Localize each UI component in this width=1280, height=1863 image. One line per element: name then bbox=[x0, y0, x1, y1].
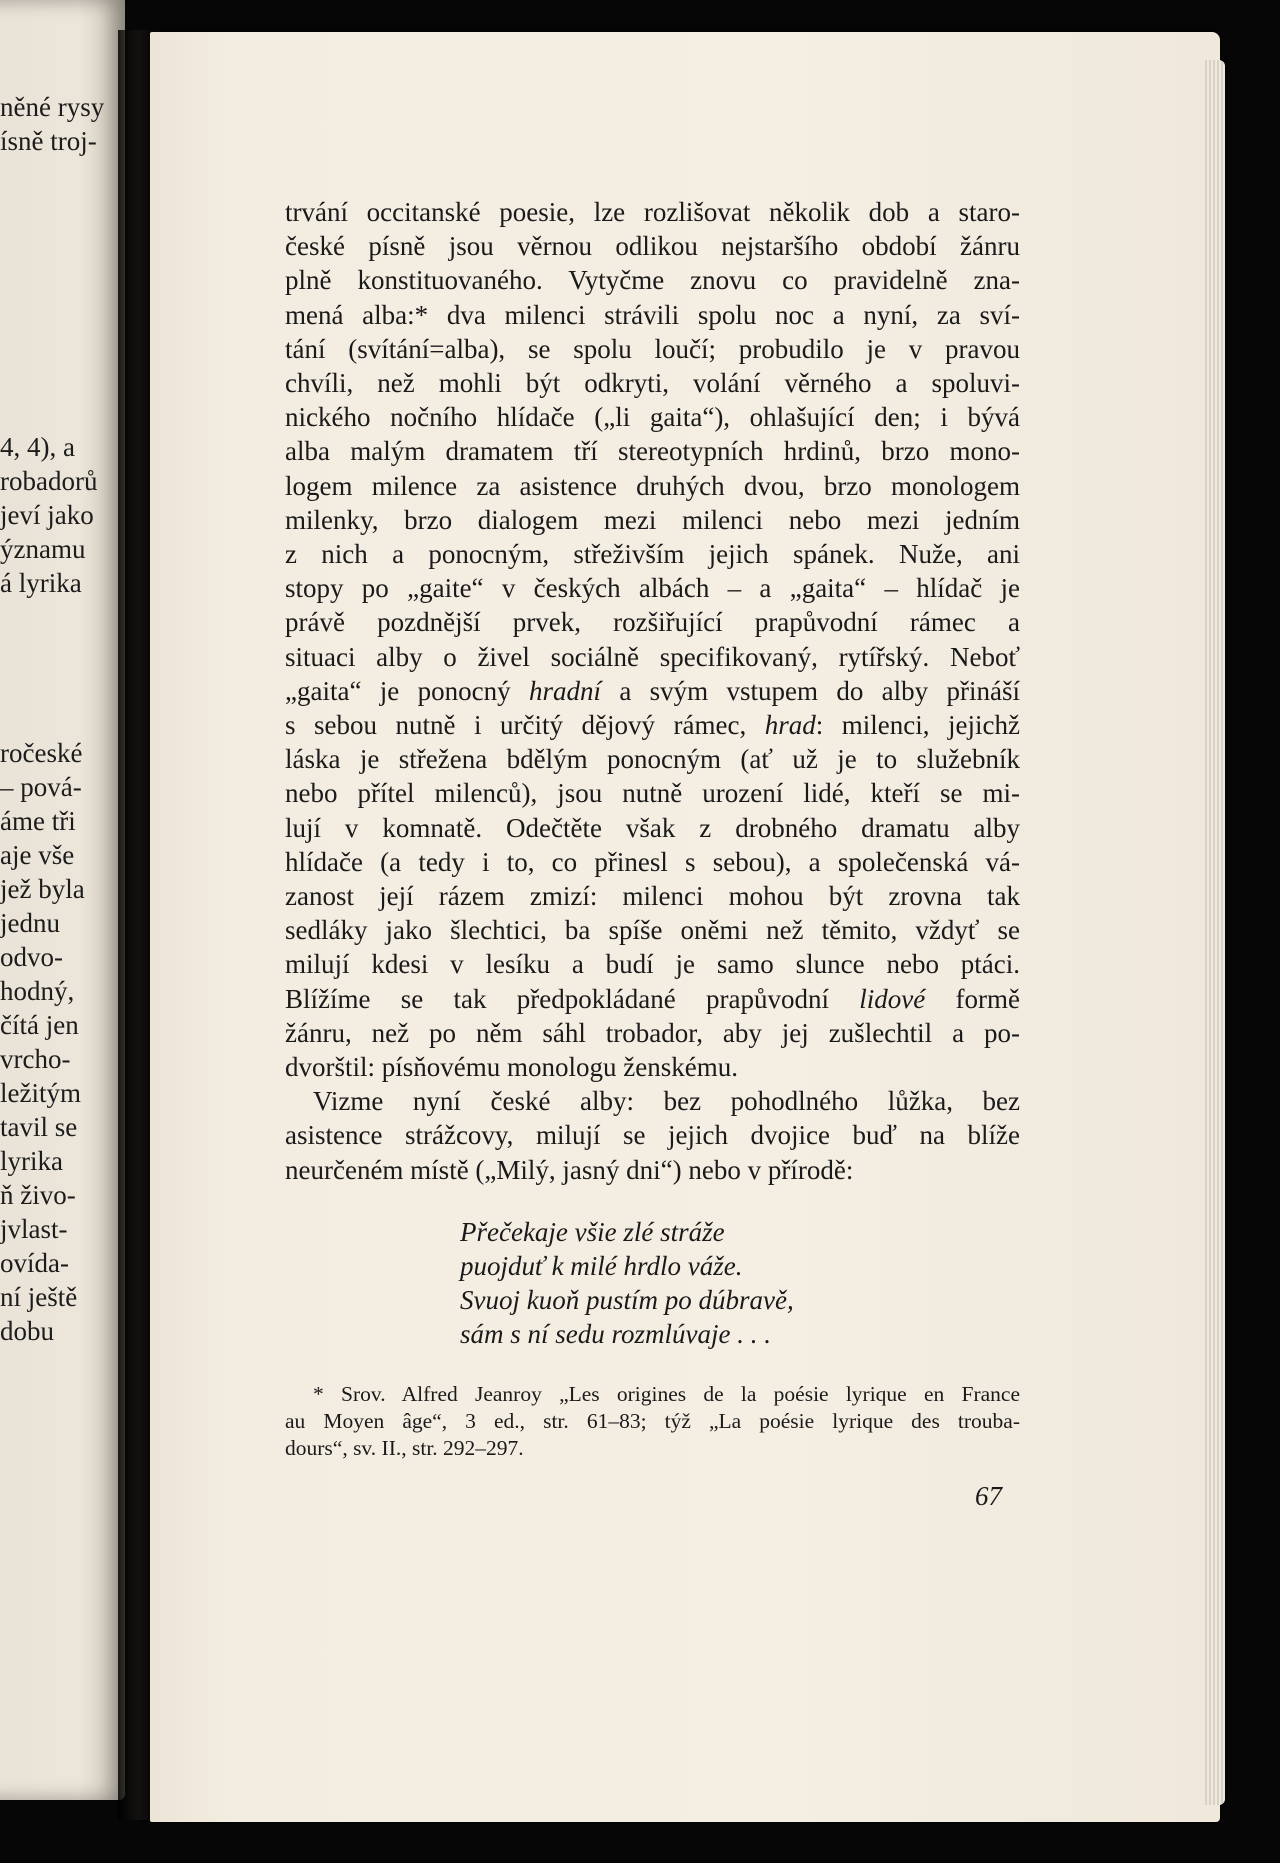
text-fragment: a svým vstupem do alby přináší bbox=[600, 675, 1020, 706]
text-line: alba malým dramatem tří stereotypních hrdinů, brzo mono- bbox=[285, 436, 1020, 467]
left-page-text bbox=[0, 90, 120, 1348]
left-page-line bbox=[0, 260, 120, 294]
text-line: situaci alby o živel sociálně specifikovaný, rytířský. Neboť bbox=[285, 641, 1020, 672]
left-page-line bbox=[0, 668, 120, 702]
left-page-line: ovída- bbox=[0, 1248, 69, 1278]
second-paragraph bbox=[285, 1084, 1020, 1187]
left-page-line bbox=[0, 226, 120, 260]
left-page-line bbox=[0, 396, 120, 430]
text-line bbox=[285, 674, 1020, 708]
text-line: asistence strážcovy, milují se jejich dvojice buď na blíže bbox=[285, 1120, 1020, 1151]
left-page-line: robadorů bbox=[0, 466, 98, 496]
left-page-line: jvlast- bbox=[0, 1214, 68, 1244]
left-page-line: jednu bbox=[0, 908, 60, 938]
main-paragraph bbox=[285, 195, 1020, 1084]
page-content bbox=[285, 195, 1020, 1462]
text-line: logem milence za asistence druhých dvou, brzo monologem bbox=[285, 470, 1020, 501]
italic-term-hradni: hradní bbox=[528, 675, 601, 706]
left-page-line: jeví jako bbox=[0, 500, 94, 530]
text-line: láska je střežena bdělým ponocným (ať už je to služebník bbox=[285, 744, 1020, 775]
text-line: plně konstituovaného. Vytyčme znovu co pravidelně zna- bbox=[285, 265, 1020, 296]
left-page-line bbox=[0, 158, 120, 192]
left-page-line: ní ještě bbox=[0, 1282, 78, 1312]
footnote-line: au Moyen âge“, 3 ed., str. 61–83; týž „La poésie lyrique des trouba- bbox=[285, 1408, 1020, 1433]
text-line: mená alba:* dva milenci strávili spolu noc a nyní, za sví- bbox=[285, 299, 1020, 330]
text-line: chvíli, než mohli být odkryti, volání věrného a spoluvi- bbox=[285, 368, 1020, 399]
text-line: milenky, brzo dialogem mezi milenci nebo mezi jedním bbox=[285, 504, 1020, 535]
left-page-line bbox=[0, 294, 120, 328]
page-number: 67 bbox=[975, 1481, 1002, 1511]
text-line: neurčeném místě („Milý, jasný dni“) nebo v přírodě: bbox=[285, 1154, 854, 1185]
footnote bbox=[285, 1381, 1020, 1462]
left-page-line bbox=[0, 328, 120, 362]
text-line bbox=[285, 982, 1020, 1016]
left-page-line: něné rysy bbox=[0, 92, 105, 122]
left-page-line bbox=[0, 702, 120, 736]
text-line: tání (svítání=alba), se spolu loučí; probudilo je v pravou bbox=[285, 333, 1020, 364]
left-page-line: ležitým bbox=[0, 1078, 81, 1108]
left-page-line: ň živo- bbox=[0, 1180, 76, 1210]
text-fragment: : milenci, jejichž bbox=[815, 710, 1020, 741]
text-line: stopy po „gaite“ v českých albách – a „gaita“ – hlídač je bbox=[285, 573, 1020, 604]
text-line: lují v komnatě. Odečtěte však z drobného dramatu alby bbox=[285, 812, 1020, 843]
left-page-line bbox=[0, 362, 120, 396]
footnote-line: * Srov. Alfred Jeanroy „Les origines de la poésie lyrique en France bbox=[313, 1381, 1020, 1406]
text-fragment: „gaita“ je ponocný bbox=[285, 675, 529, 706]
text-line: české písně jsou věrnou odlikou nejstaršího období žánru bbox=[285, 231, 1020, 262]
left-page-line: jež byla bbox=[0, 874, 85, 904]
text-line: nebo přítel milenců), jsou nutně urození lidé, kteří se mi- bbox=[285, 778, 1020, 809]
text-line: hlídače (a tedy i to, co přinesl s sebou), a společenská vá- bbox=[285, 846, 1020, 877]
poem-quote bbox=[460, 1215, 1020, 1351]
text-line: žánru, než po něm sáhl trobador, aby jej zušlechtil a po- bbox=[285, 1017, 1020, 1048]
left-page-line: čítá jen bbox=[0, 1010, 79, 1040]
text-line: právě pozdnější prvek, rozšiřující prapůvodní rámec a bbox=[285, 607, 1020, 638]
text-line: sedláky jako šlechtici, ba spíše oněmi než těmito, vždyť se bbox=[285, 915, 1020, 946]
text-line: nického nočního hlídače („li gaita“), ohlašující den; i bývá bbox=[285, 402, 1020, 433]
left-page-line: áme tři bbox=[0, 806, 76, 836]
text-line: z nich a ponocným, střeživším jejich spánek. Nuže, ani bbox=[285, 539, 1020, 570]
poem-line: sám s ní sedu rozmlúvaje . . . bbox=[460, 1318, 771, 1349]
text-fragment: formě bbox=[925, 983, 1020, 1014]
left-page-line bbox=[0, 600, 120, 634]
left-page-line: 4, 4), a bbox=[0, 432, 75, 462]
poem-line: Svuoj kuoň pustím po dúbravě, bbox=[460, 1284, 794, 1315]
text-line bbox=[285, 708, 1020, 742]
left-page-line: ýznamu bbox=[0, 534, 86, 564]
left-page-line: aje vše bbox=[0, 840, 75, 870]
left-page-line: ísně troj- bbox=[0, 126, 97, 156]
left-page-line bbox=[0, 192, 120, 226]
poem-line: Přečekaje všie zlé stráže bbox=[460, 1216, 725, 1247]
italic-term-hrad: hrad bbox=[764, 710, 816, 741]
poem-line: puojduť k milé hrdlo váže. bbox=[460, 1250, 743, 1281]
left-page-line: tavil se bbox=[0, 1112, 78, 1142]
text-line: Vizme nyní české alby: bez pohodlného lůžka, bez bbox=[313, 1086, 1020, 1117]
italic-term-lidove: lidové bbox=[859, 983, 926, 1014]
text-fragment: Blížíme se tak předpokládané prapůvodní bbox=[285, 983, 860, 1014]
left-facing-page bbox=[0, 0, 125, 1800]
page-edge bbox=[1205, 60, 1225, 1805]
left-page-line: ročeské bbox=[0, 738, 83, 768]
left-page-line: – pová- bbox=[0, 772, 82, 802]
text-line: dvorštil: písňovému monologu ženskému. bbox=[285, 1052, 738, 1083]
left-page-line: á lyrika bbox=[0, 568, 82, 598]
left-page-line bbox=[0, 634, 120, 668]
left-page-line: vrcho- bbox=[0, 1044, 71, 1074]
left-page-line: odvo- bbox=[0, 942, 63, 972]
text-line: zanost její rázem zmizí: milenci mohou být zrovna tak bbox=[285, 881, 1020, 912]
footnote-line: dours“, sv. II., str. 292–297. bbox=[285, 1435, 524, 1460]
left-page-line: hodný, bbox=[0, 976, 75, 1006]
left-page-line: dobu bbox=[0, 1316, 54, 1346]
text-fragment: s sebou nutně i určitý dějový rámec, bbox=[285, 710, 765, 741]
text-line: milují kdesi v lesíku a budí je samo slunce nebo ptáci. bbox=[285, 949, 1020, 980]
left-page-line: lyrika bbox=[0, 1146, 63, 1176]
text-line: trvání occitanské poesie, lze rozlišovat několik dob a staro- bbox=[285, 197, 1020, 227]
